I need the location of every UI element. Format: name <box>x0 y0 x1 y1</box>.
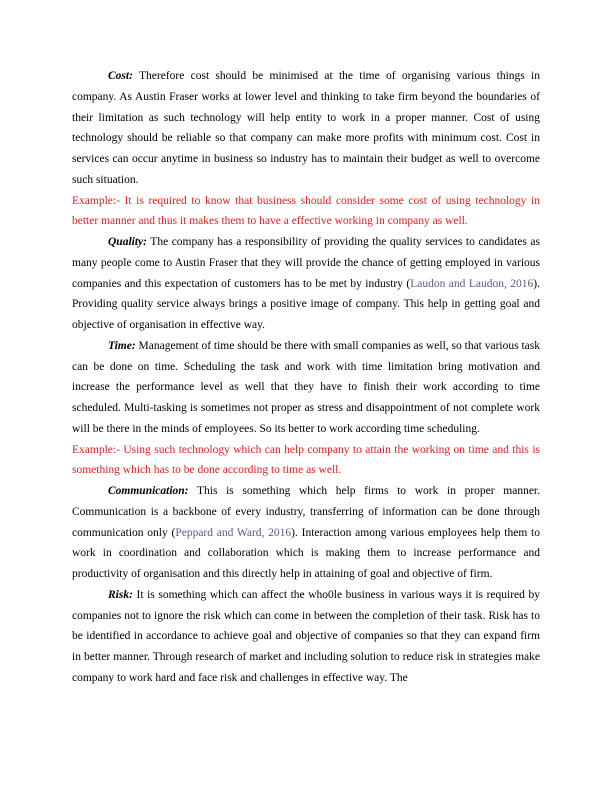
term-quality: Quality: <box>108 236 147 248</box>
citation-laudon: Laudon and Laudon, 2016 <box>410 277 534 290</box>
document-page <box>72 66 540 689</box>
paragraph-quality <box>72 232 540 336</box>
paragraph-quality-text-before: The company has a responsibility of providing the quality services to candidates as many people come to Austin Fraser that they will provide the chance of getting employed in various companies and this expectation of customers has to be met by industry ( <box>72 236 540 290</box>
paragraph-communication <box>72 481 540 585</box>
paragraph-quality-text-after: ). Providing quality service always brings a positive image of company. This help in getting goal and objective of organisation in effective way. <box>72 277 540 331</box>
term-risk: Risk: <box>108 588 133 601</box>
paragraph-communication-text-after: ). Interaction among various employees help them to work in coordination and collaboration which is making them to increase performance and productivity of organisation and this directly help in attaining of goal and objective of firm. <box>72 526 540 580</box>
paragraph-risk-text: It is something which can affect the who0le business in various ways it is required by companies not to ignore the risk which can come in between the completion of their task. Risk has to be identified in accordance to achieve goal and objective of companies so that they can expand firm in better manner. Through research of market and including solution to reduce risk in strategies make company to work hard and face risk and challenges in effective way. The <box>72 588 540 684</box>
paragraph-time-text: Management of time should be there with small companies as well, so that various task can be done on time. Scheduling the task and work with time limitation bring motivation and increase the performance level as well that they have to finish their work according to time scheduled. Multi-tasking is sometimes not proper as stress and disappointment of not complete work will be there in the minds of employees. So its better to work according time scheduling. <box>72 339 540 435</box>
citation-peppard: Peppard and Ward, 2016 <box>175 526 292 539</box>
paragraph-communication-text-before: This is something which help firms to work in proper manner. Communication is a backbone of every industry, transferring of information can be done through communication only ( <box>72 485 540 539</box>
example-cost: Example:- It is required to know that business should consider some cost of using technology in better manner and thus it makes them to have a effective working in company as well. <box>72 194 540 228</box>
paragraph-time <box>72 336 540 440</box>
term-time: Time: <box>108 339 136 352</box>
paragraph-cost <box>72 66 540 191</box>
example-time: Example:- Using such technology which can help company to attain the working on time and this is something which has to be done according to time as well. <box>72 443 540 477</box>
term-cost: Cost: <box>108 70 133 82</box>
term-communication: Communication: <box>108 485 189 497</box>
paragraph-cost-text: Therefore cost should be minimised at the time of organising various things in company. As Austin Fraser works at lower level and thinking to take firm beyond the boundaries of their limitation as such technology will help entity to work in a proper manner. Cost of using technology should be reliable so that company can make more profits with minimum cost. Cost in services can occur anytime in business so industry has to maintain their budget as well to overcome such situation. <box>72 70 540 186</box>
paragraph-risk <box>72 585 540 689</box>
